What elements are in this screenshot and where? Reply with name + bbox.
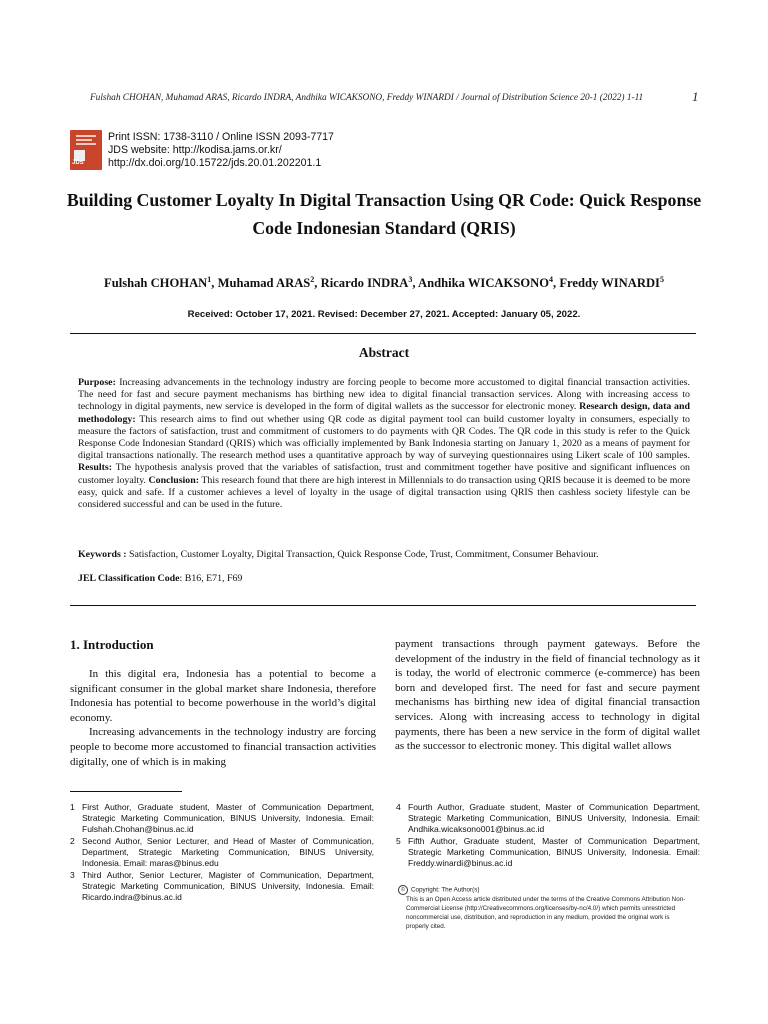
footnote: 5 Fifth Author, Graduate student, Master of Communication Department, Strategic Marketing Communication, BINUS University, Indonesia. Email: Freddy.winardi@binus.ac.id [396, 836, 700, 868]
intro-paragraph: payment transactions through payment gateways. Before the development of the industry in the field of financial technology as it is today, the world of electronic commerce (e-commerce) has been born and developed first. The need for fast and secure payment mechanisms has birthing new idea of digital financial transaction services. Along with increasing access to technology in digital payments, there has been a new service in the form of digital wallet as the successor to electronic money. This digital wallet allows [395, 638, 700, 753]
logo-text: JDS [72, 160, 84, 166]
left-column [70, 667, 376, 769]
author-name: Ricardo INDRA [320, 276, 409, 290]
author-sup: 5 [659, 274, 664, 284]
keywords-text: Satisfaction, Customer Loyalty, Digital Transaction, Quick Response Code, Trust, Commitment, Consumer Behaviour. [126, 549, 599, 560]
journal-logo [70, 130, 102, 170]
right-column [395, 637, 700, 754]
copyright-icon: © [398, 885, 408, 895]
page-number: 1 [692, 89, 699, 104]
footnotes-right [396, 802, 700, 870]
author-list: Fulshah CHOHAN$^1$, Muhamad ARAS$^2$, Ricardo INDRA$^3$, Andhika WICAKSONO$^4$, Freddy WINARDI$^5$ [104, 274, 664, 290]
jel-code [78, 573, 690, 585]
results-label: Results: [78, 462, 113, 474]
issn-line: Print ISSN: 1738-3110 / Online ISSN 2093-7717 [108, 131, 334, 143]
purpose-text: Increasing advancements in the technology industry are forcing people to become more accustomed to digital financial transaction activities. The need for fast and secure payment mechanisms has birthing new idea to digital financial transaction services. Along with increasing access to technology in digital payments, new service is developed in the form of digital wallets as the successor for electronic money. [78, 377, 690, 413]
author-name: Muhamad ARAS [217, 276, 311, 290]
conclusion-label: Conclusion: [148, 474, 199, 486]
author-sup: 3 [408, 274, 413, 284]
author-name: Freddy WINARDI [559, 276, 660, 290]
author-name: Fulshah CHOHAN [104, 276, 208, 290]
abstract-bottom-rule [70, 605, 696, 606]
running-header: Fulshah CHOHAN, Muhamad ARAS, Ricardo INDRA, Andhika WICAKSONO, Freddy WINARDI / Journal of Distribution Science 20-1 (2022) 1-11 [90, 93, 644, 103]
jel-label: JEL Classification Code [78, 573, 180, 584]
author-sup: 2 [310, 274, 315, 284]
paper-title: Building Customer Loyalty In Digital Transaction Using QR Code: Quick Response Code Indonesian Standard (QRIS) [66, 190, 702, 238]
jel-text: : B16, E71, F69 [179, 573, 243, 584]
footnote: 3 Third Author, Senior Lecturer, Magister of Communication, Department, Strategic Marketing Communication, BINUS University, Indonesia. Email: Ricardo.indra@binus.ac.id [70, 870, 374, 902]
received-dates: Received: October 17, 2021. Revised: December 27, 2021. Accepted: January 05, 2022. [187, 309, 581, 320]
abstract-top-rule [70, 333, 696, 334]
author-sup: 4 [549, 274, 554, 284]
intro-paragraph: In this digital era, Indonesia has a potential to become a significant consumer in the global market share Indonesia, therefore Indonesia has potential to become powerhouse in the world’s digital economy. [70, 668, 376, 724]
abstract-heading: Abstract [358, 345, 410, 360]
results-text: The hypothesis analysis proved that the variables of satisfaction, trust and commitment together have positive and significant influences on customer loyalty. [78, 462, 690, 486]
author-name: Andhika WICAKSONO [418, 276, 550, 290]
journal-info [108, 131, 334, 170]
keywords [78, 549, 690, 561]
doi-line[interactable]: http://dx.doi.org/10.15722/jds.20.01.202201.1 [108, 157, 322, 169]
copyright-body: This is an Open Access article distributed under the terms of the Creative Commons Attribution Non-Commercial License (http://Creativecommons.org/licenses/by-nc/4.0/) which permits unrestricted noncommercial use, distribution, and reproduction in any medium, provided the original work is properly cited. [406, 896, 686, 930]
website-line[interactable]: JDS website: http://kodisa.jams.or.kr/ [108, 144, 282, 156]
copyright-notice [398, 885, 688, 931]
copyright-title: Copyright: The Author(s) [411, 886, 480, 894]
footnote: 4 Fourth Author, Graduate student, Master of Communication Department, Strategic Marketing Communication, BINUS University, Indonesia. Email: Andhika.wicaksono001@binus.ac.id [396, 802, 700, 834]
author-sup: 1 [207, 274, 212, 284]
research-text: This research aims to find out whether using QR code as digital payment tool can build customer loyalty in consumers, especially to measure the factors of satisfaction, trust and commitment of customers to do payments with QR Codes. The QR code in this study is refer to the Quick Response Code Indonesian Standard (QRIS) which was officially implemented by Bank Indonesia starting on January 1, 2020 as a means of payment for digital transactions nationally. The research method uses a quantitative approach by way of surveying questionnaires using Likert scale of 100 samples. [78, 413, 690, 462]
conclusion-text: This research found that there are high interest in Millennials to do transaction using QRIS because it is deemed to be more easy, quick and safe. If a customer achieves a level of loyalty in the usage of digital transaction using QRIS then cashless society lifestyle can be considered successful and can be used in the future. [78, 474, 690, 511]
footnote: 1 First Author, Graduate student, Master of Communication Department, Strategic Marketing Communication, BINUS University, Indonesia. Email: Fulshah.Chohan@binus.ac.id [70, 802, 374, 834]
research-label: Research design, data and methodology: [78, 401, 690, 425]
keywords-label: Keywords : [78, 549, 127, 560]
purpose-label: Purpose: [78, 377, 116, 388]
section-heading-introduction: 1. Introduction [70, 637, 154, 652]
footnotes-left [70, 802, 374, 904]
footnote: 2 Second Author, Senior Lecturer, and Head of Master of Communication, Department, Strategic Marketing Communication, BINUS University, Indonesia. Email: maras@binus.edu [70, 836, 374, 868]
footnote-rule [70, 791, 182, 792]
abstract-body [78, 377, 690, 511]
intro-paragraph: Increasing advancements in the technology industry are forcing people to become more accustomed to financial transaction activities digitally, one of which is in making [70, 726, 376, 768]
